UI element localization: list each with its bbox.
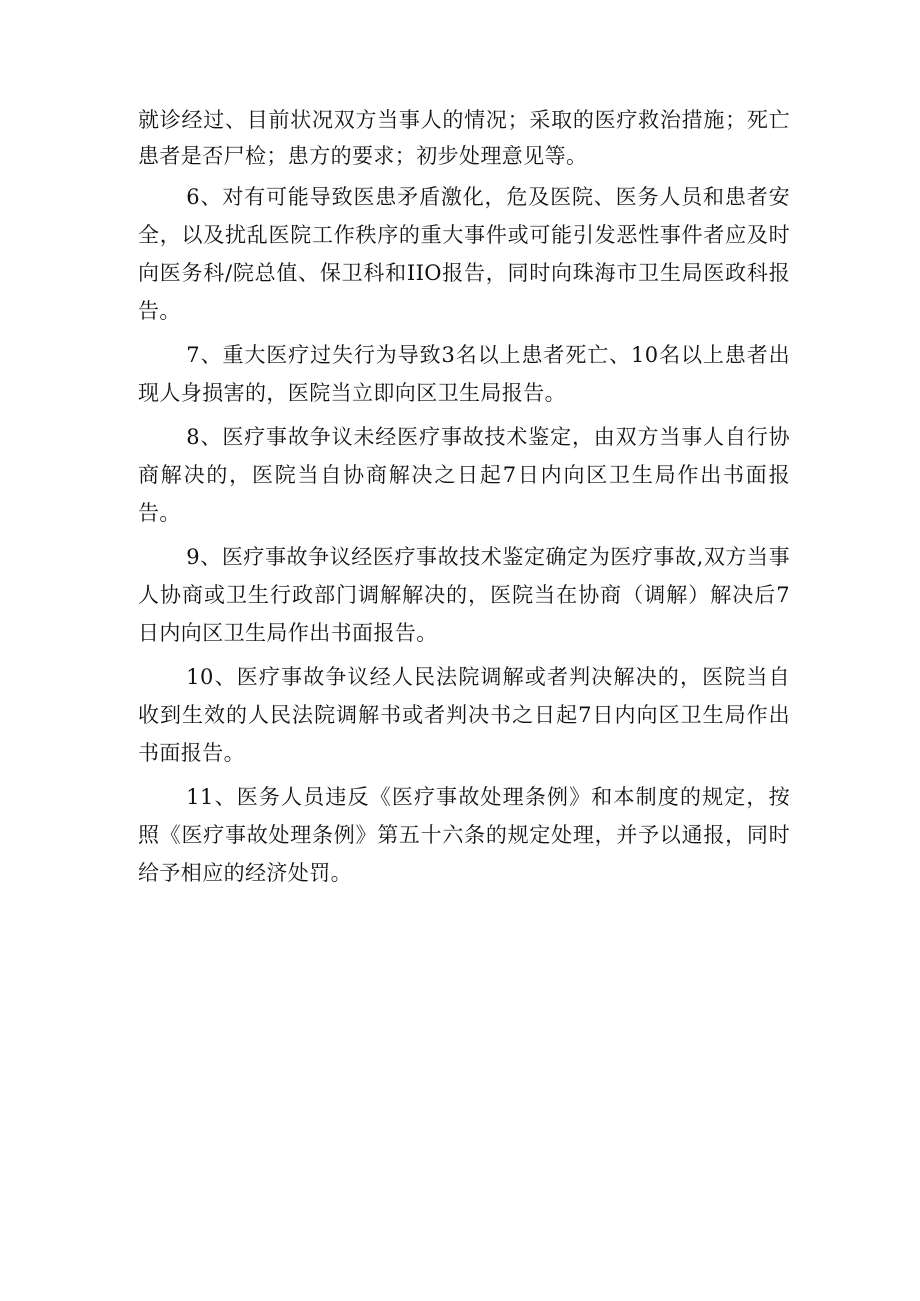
paragraph-item-7: 7、重大医疗过失行为导致3名以上患者死亡、10名以上患者出现人身损害的，医院当立即向区卫生局报告。 bbox=[138, 343, 790, 405]
paragraph-item-8: 8、医疗事故争议未经医疗事故技术鉴定，由双方当事人自行协商解决的，医院当自协商解决之日起7日内向区卫生局作出书面报告。 bbox=[138, 425, 790, 525]
document-page bbox=[138, 102, 790, 898]
paragraph-item-10: 10、医疗事故争议经人民法院调解或者判决解决的，医院当自收到生效的人民法院调解书或者判决书之日起7日内向区卫生局作出书面报告。 bbox=[138, 665, 790, 765]
paragraph-item-9: 9、医疗事故争议经医疗事故技术鉴定确定为医疗事故,双方当事人协商或卫生行政部门调解解决的，医院当在协商（调解）解决后7日内向区卫生局作出书面报告。 bbox=[138, 545, 790, 645]
paragraph-continuation: 就诊经过、目前状况双方当事人的情况；采取的医疗救治措施；死亡患者是否尸检；患方的要求；初步处理意见等。 bbox=[138, 108, 790, 168]
paragraph-item-6: 6、对有可能导致医患矛盾激化，危及医院、医务人员和患者安全，以及扰乱医院工作秩序的重大事件或可能引发恶性事件者应及时向医务科/院总值、保卫科和IIO报告，同时向珠海市卫生局医政科报告。 bbox=[138, 185, 790, 323]
paragraph-item-11: 11、医务人员违反《医疗事故处理条例》和本制度的规定，按照《医疗事故处理条例》第五十六条的规定处理，并予以通报，同时给予相应的经济处罚。 bbox=[138, 785, 790, 885]
